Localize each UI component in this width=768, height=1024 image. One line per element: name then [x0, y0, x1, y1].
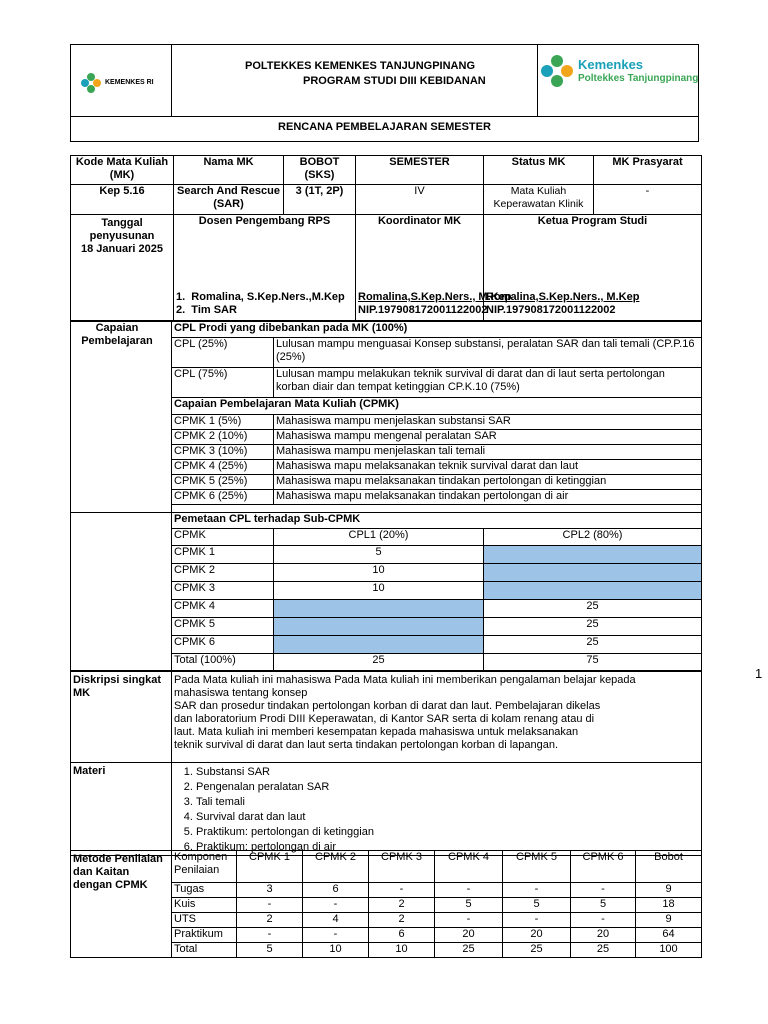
description-table: [70, 671, 702, 856]
assessment-row-name: UTS: [172, 913, 237, 928]
assessment-col: CPMK 5: [503, 851, 571, 883]
head-cell: [484, 215, 702, 321]
assessment-col: CPMK 6: [571, 851, 636, 883]
assessment-row-name: Tugas: [172, 883, 237, 898]
mapping-col: CPL2 (80%): [484, 529, 702, 546]
assessment-cell: -: [237, 928, 303, 943]
assessment-col: Komponen Penilaian: [172, 851, 237, 883]
course-header: Kode Mata Kuliah (MK): [71, 156, 174, 185]
assessment-cell: -: [571, 883, 636, 898]
assessment-cell: 25: [571, 943, 636, 958]
mapping-table: [70, 512, 702, 671]
cpmk-text: Mahasiswa mapu melaksanakan tindakan pertolongan di air: [274, 490, 702, 505]
course-status: Mata Kuliah Keperawatan Klinik: [484, 185, 594, 215]
assessment-cell: -: [571, 913, 636, 928]
mapping-left-blank: [71, 513, 172, 671]
cpmk-code: CPMK 1 (5%): [172, 415, 274, 430]
mapping-cpl1-shaded: [274, 600, 484, 618]
cpmk-text: Mahasiswa mampu menjelaskan tali temali: [274, 445, 702, 460]
coordinator-cell: [356, 215, 512, 321]
cpl-heading: CPL Prodi yang dibebankan pada MK (100%): [172, 322, 702, 338]
assessment-cell: -: [435, 913, 503, 928]
course-credits: 3 (1T, 2P): [284, 185, 356, 215]
outcomes-label: Capaian Pembelajaran: [71, 322, 172, 513]
assessment-cell: 6: [303, 883, 369, 898]
course-header: MK Prasyarat: [594, 156, 702, 185]
assessment-cell: -: [369, 883, 435, 898]
mapping-total-cpl2: 75: [484, 654, 702, 671]
mapping-col: CPMK: [172, 529, 274, 546]
coordinator-name: Romalina,S.Kep.Ners., M.Kep: [358, 291, 512, 303]
assessment-col: CPMK 2: [303, 851, 369, 883]
assessment-cell: -: [303, 928, 369, 943]
kemenkes-logo-icon: [80, 72, 102, 94]
course-name: Search And Rescue (SAR): [174, 185, 284, 215]
assessment-row-name: Praktikum: [172, 928, 237, 943]
course-header: Status MK: [484, 156, 594, 185]
material-item: 3. Tali temali: [196, 795, 699, 810]
cpl-code: CPL (25%): [172, 338, 274, 368]
assessment-cell: 20: [503, 928, 571, 943]
description-line: SAR dan prosedur tindakan pertolongan korban di darat dan laut. Pembelajaran dikelas: [174, 700, 601, 712]
assessment-label: Metode Penilaian dan Kaitan dengan CPMK: [71, 851, 172, 958]
material-item: 1. Substansi SAR: [196, 765, 699, 780]
assessment-cell: 5: [435, 898, 503, 913]
assessment-table: [70, 850, 702, 958]
cpmk-code: CPMK 6 (25%): [172, 490, 274, 505]
document-title: RENCANA PEMBELAJARAN SEMESTER: [278, 121, 491, 133]
mapping-row-name: CPMK 3: [172, 582, 274, 600]
head-nip: NIP.197908172001122002: [486, 304, 616, 316]
assessment-cell: 4: [303, 913, 369, 928]
date-cell: [71, 215, 174, 321]
mapping-cpl2-shaded: [484, 582, 702, 600]
assessment-col: CPMK 3: [369, 851, 435, 883]
developer-item: 2. Tim SAR: [176, 304, 237, 316]
mapping-cpl1: 10: [274, 582, 484, 600]
assessment-cell: 25: [503, 943, 571, 958]
assessment-row-name: Total: [172, 943, 237, 958]
course-prereq: -: [594, 185, 702, 215]
mapping-total-name: Total (100%): [172, 654, 274, 671]
developer-label: Dosen Pengembang RPS: [198, 215, 331, 227]
assessment-cell: 5: [237, 943, 303, 958]
description-line: Pada Mata kuliah ini mahasiswa Pada Mata kuliah ini memberikan pengalaman belajar kepada: [174, 674, 636, 686]
logo-kemenkes-ri: [80, 72, 168, 96]
assessment-cell: -: [435, 883, 503, 898]
cpmk-heading: Capaian Pembelajaran Mata Kuliah (CPMK): [172, 398, 702, 415]
cpmk-text: Mahasiswa mapu melaksanakan tindakan pertolongan di ketinggian: [274, 475, 702, 490]
mapping-cpl2: 25: [484, 600, 702, 618]
mapping-row-name: CPMK 5: [172, 618, 274, 636]
material-item: 5. Praktikum: pertolongan di ketinggian: [196, 825, 699, 840]
coordinator-label: Koordinator MK: [377, 215, 462, 227]
logo-right-line2: Poltekkes Tanjungpinang: [578, 73, 699, 84]
description-line: laut. Mata kuliah ini memberi kesempatan kepada mahasiswa untuk melaksanakan: [174, 726, 579, 738]
mapping-cpl2: 25: [484, 636, 702, 654]
date-label: Tanggal penyusunan: [89, 217, 155, 242]
course-code: Kep 5.16: [71, 185, 174, 215]
outcomes-table: [70, 321, 702, 513]
mapping-heading: Pemetaan CPL terhadap Sub-CPMK: [172, 513, 702, 529]
mapping-cpl2-shaded: [484, 546, 702, 564]
assessment-cell: -: [503, 913, 571, 928]
cpl-text: Lulusan mampu menguasai Konsep substansi, peralatan SAR dan tali temali (CP.P.16 (25%): [274, 338, 702, 368]
institution-title: POLTEKKES KEMENKES TANJUNGPINANG: [245, 60, 476, 72]
coordinator-nip: NIP.197908172001122002: [358, 304, 488, 316]
assessment-cell: 9: [636, 883, 702, 898]
program-title: PROGRAM STUDI DIII KEBIDANAN: [303, 75, 486, 87]
description-label: Diskripsi singkat MK: [71, 672, 172, 763]
assessment-cell: 9: [636, 913, 702, 928]
mapping-col: CPL1 (20%): [274, 529, 484, 546]
mapping-cpl1: 5: [274, 546, 484, 564]
assessment-cell: -: [237, 898, 303, 913]
cpl-code: CPL (75%): [172, 368, 274, 398]
material-item: 2. Pengenalan peralatan SAR: [196, 780, 699, 795]
date-value: 18 Januari 2025: [81, 243, 163, 255]
cpmk-text: Mahasiswa mapu melaksanakan teknik survival darat dan laut: [274, 460, 702, 475]
assessment-cell: 20: [571, 928, 636, 943]
cpmk-code: CPMK 5 (25%): [172, 475, 274, 490]
mapping-row-name: CPMK 2: [172, 564, 274, 582]
mapping-row-name: CPMK 6: [172, 636, 274, 654]
assessment-cell: 64: [636, 928, 702, 943]
course-header: Nama MK: [174, 156, 284, 185]
assessment-cell: 2: [369, 898, 435, 913]
material-item: 6. Praktikum: pertolongan di air: [196, 840, 699, 855]
poltekkes-logo-icon: [540, 54, 574, 88]
assessment-cell: -: [503, 883, 571, 898]
course-semester: IV: [356, 185, 484, 215]
cpmk-code: CPMK 2 (10%): [172, 430, 274, 445]
mapping-cpl1-shaded: [274, 618, 484, 636]
description-line: teknik survival di darat dan laut serta tindakan pertolongan korban di lapangan.: [174, 739, 559, 751]
assessment-col: CPMK 1: [237, 851, 303, 883]
assessment-cell: 5: [503, 898, 571, 913]
cpmk-code: CPMK 3 (10%): [172, 445, 274, 460]
assessment-cell: 20: [435, 928, 503, 943]
assessment-col: Bobot: [636, 851, 702, 883]
mapping-cpl2: 25: [484, 618, 702, 636]
assessment-cell: 100: [636, 943, 702, 958]
page-number: 1: [755, 666, 763, 681]
description-text: [172, 672, 702, 763]
materials-label: Materi: [71, 763, 172, 856]
cpmk-code: CPMK 4 (25%): [172, 460, 274, 475]
course-header: BOBOT (SKS): [284, 156, 356, 185]
mapping-cpl2-shaded: [484, 564, 702, 582]
mapping-cpl1: 10: [274, 564, 484, 582]
cpmk-text: Mahasiswa mampu mengenal peralatan SAR: [274, 430, 702, 445]
developer-cell: [174, 215, 356, 321]
description-line: dan laboratorium Prodi DIII Keperawatan, di Kantor SAR serta di kolam renang atau di: [174, 713, 595, 725]
assessment-cell: 6: [369, 928, 435, 943]
assessment-cell: 2: [237, 913, 303, 928]
mapping-cpl1-shaded: [274, 636, 484, 654]
assessment-col: CPMK 4: [435, 851, 503, 883]
material-item: 4. Survival darat dan laut: [196, 810, 699, 825]
assessment-row-name: Kuis: [172, 898, 237, 913]
cpl-text: Lulusan mampu melakukan teknik survival di darat dan di laut serta pertolongan korban diair dan tempat ketinggian CP.K.10 (75%): [274, 368, 702, 398]
assessment-cell: 18: [636, 898, 702, 913]
assessment-cell: 10: [303, 943, 369, 958]
assessment-cell: 3: [237, 883, 303, 898]
assessment-cell: 5: [571, 898, 636, 913]
assessment-cell: 25: [435, 943, 503, 958]
logo-right-line1: Kemenkes: [578, 57, 644, 72]
materials-list: [172, 763, 702, 856]
assessment-cell: 10: [369, 943, 435, 958]
logo-poltekkes: [540, 52, 699, 92]
mapping-row-name: CPMK 4: [172, 600, 274, 618]
head-label: Ketua Program Studi: [537, 215, 648, 227]
head-name: Romalina,S.Kep.Ners., M.Kep: [486, 291, 640, 303]
mapping-row-name: CPMK 1: [172, 546, 274, 564]
description-line: mahasiswa tentang konsep: [174, 687, 308, 699]
logo-left-text: KEMENKES RI: [105, 79, 154, 86]
course-header: SEMESTER: [356, 156, 484, 185]
mapping-total-cpl1: 25: [274, 654, 484, 671]
course-info-table: [70, 155, 702, 321]
cpmk-text: Mahasiswa mampu menjelaskan substansi SAR: [274, 415, 702, 430]
developer-item: 1. Romalina, S.Kep.Ners.,M.Kep: [176, 291, 345, 303]
assessment-cell: 2: [369, 913, 435, 928]
assessment-cell: -: [303, 898, 369, 913]
